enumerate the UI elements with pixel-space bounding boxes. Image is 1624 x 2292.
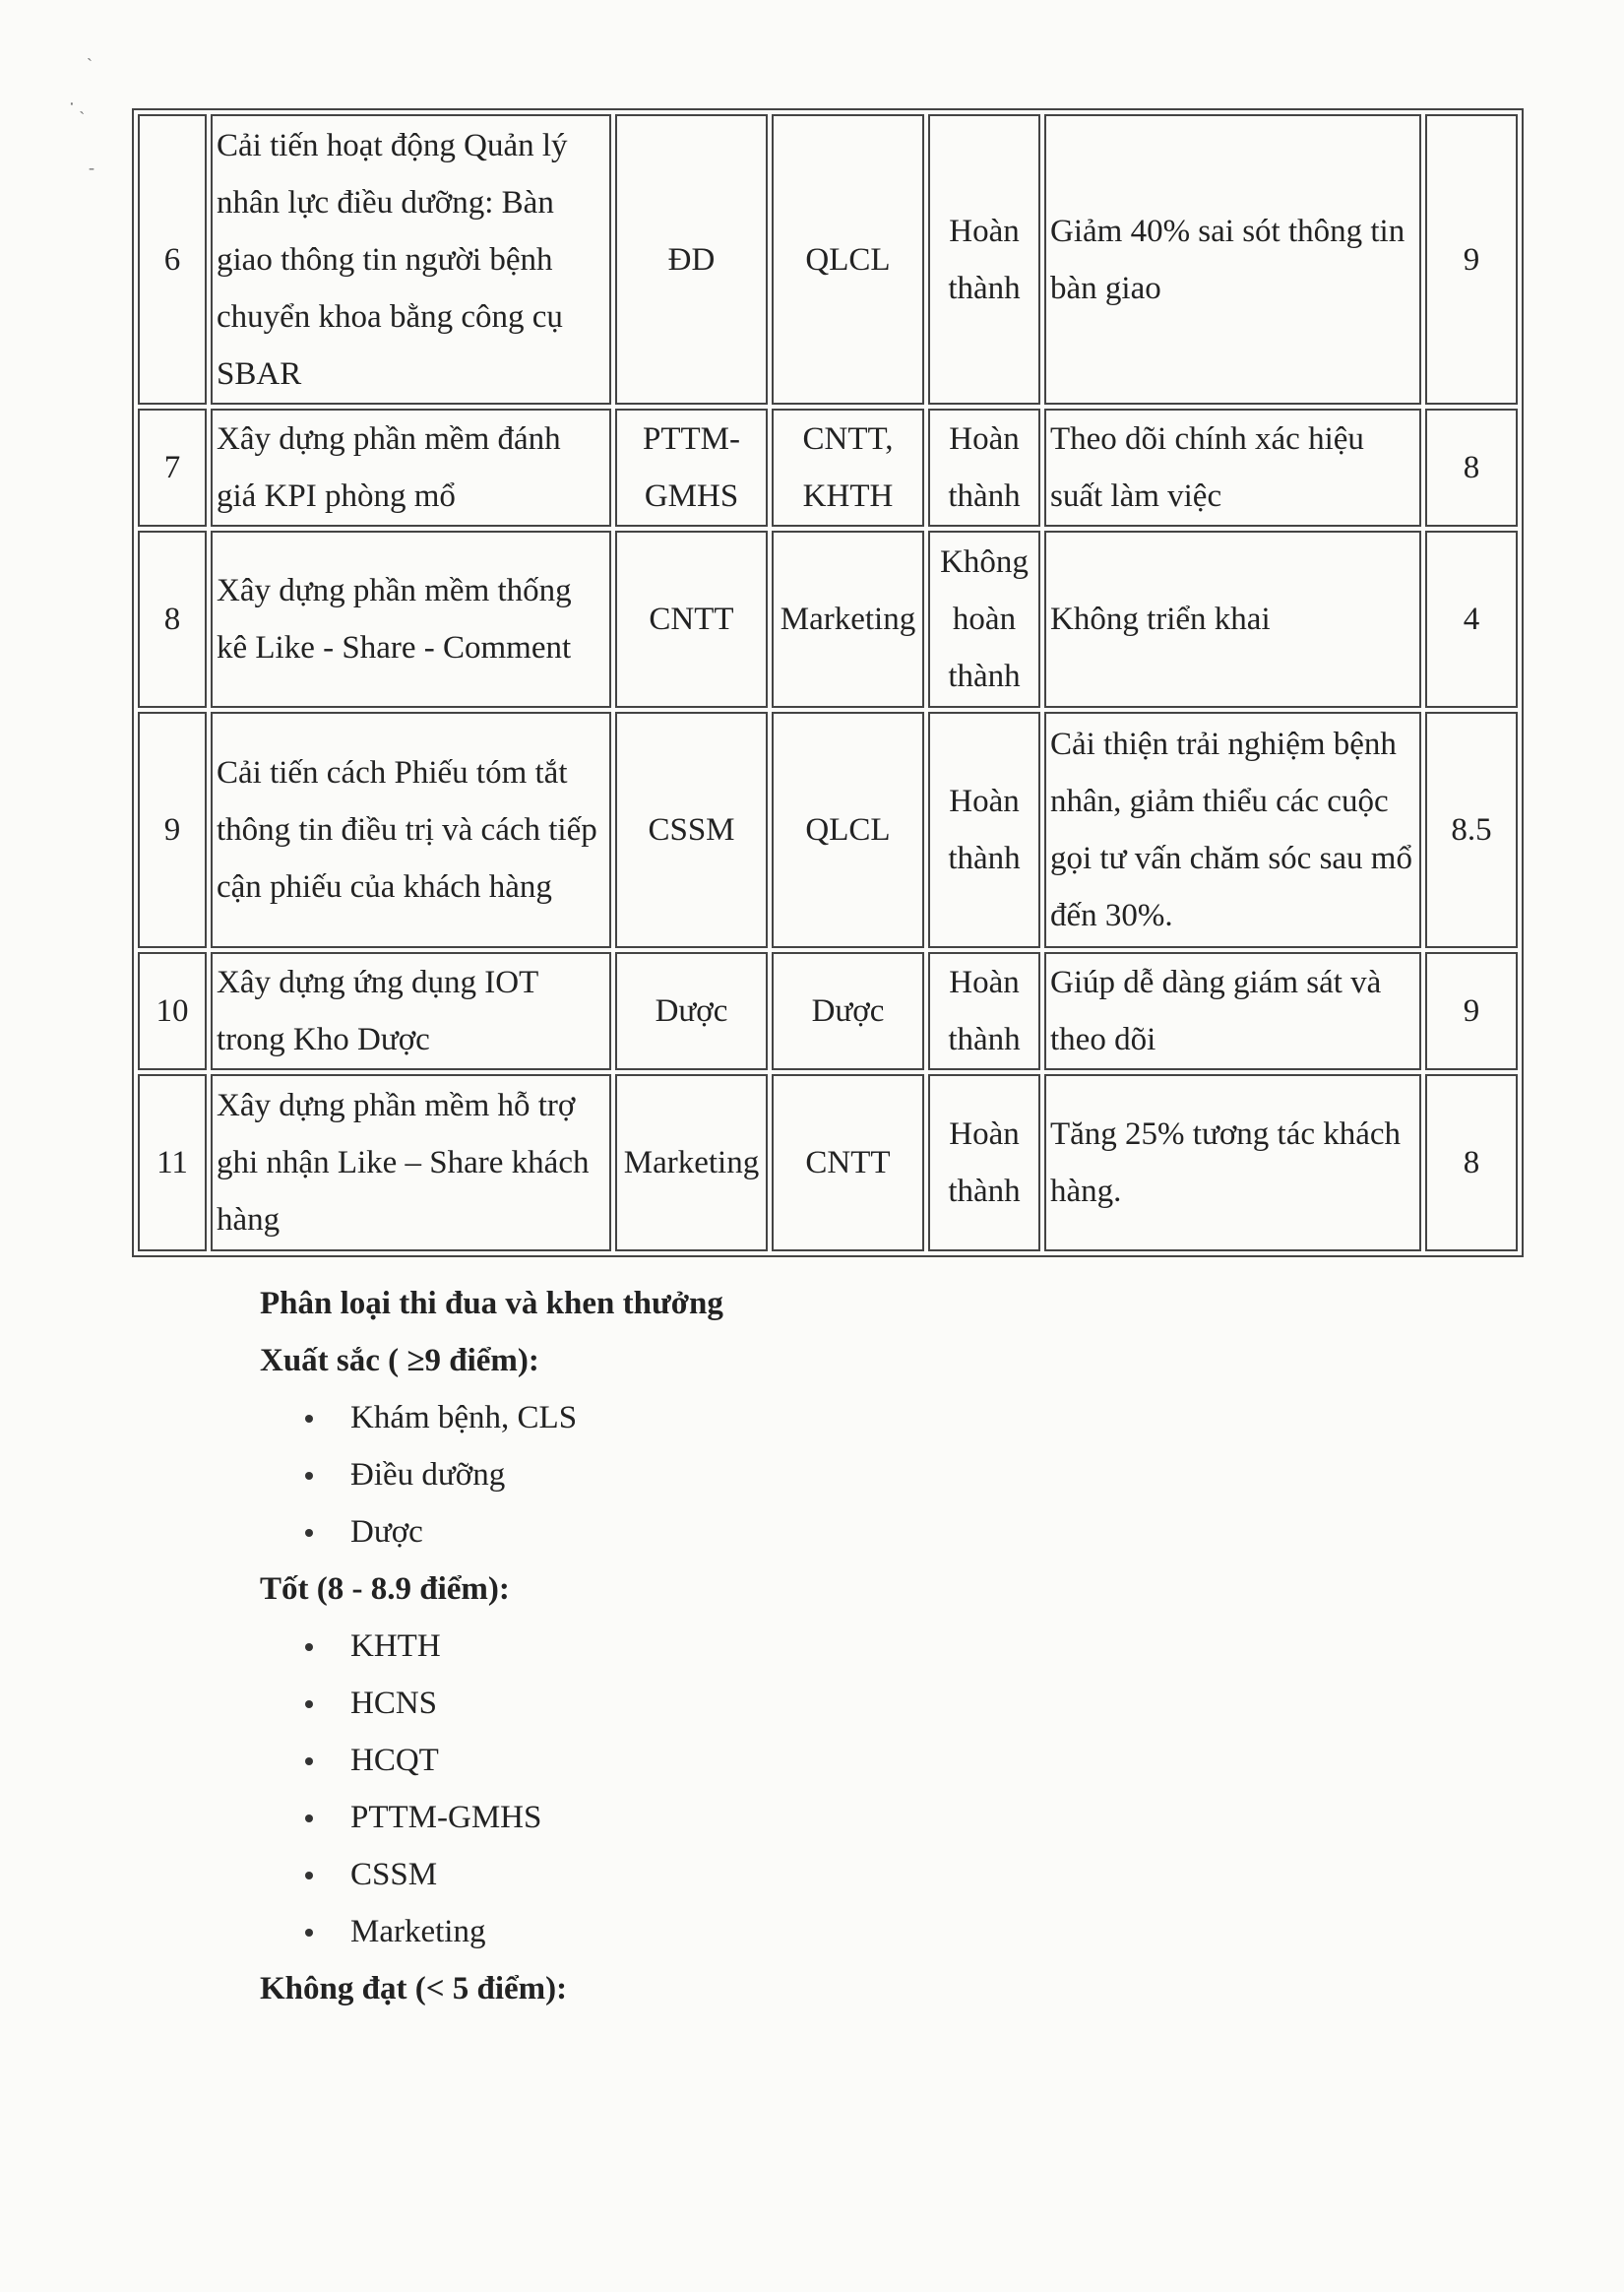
bullet-icon [305, 1872, 313, 1879]
result: Cải thiện trải nghiệm bệnh nhân, giảm thiểu các cuộc gọi tư vấn chăm sóc sau mổ đến 30%. [1044, 712, 1421, 948]
lead-department: CSSM [615, 712, 768, 948]
status: Hoàn thành [928, 712, 1040, 948]
lead-department: Dược [615, 952, 768, 1070]
support-department: CNTT, KHTH [772, 409, 924, 527]
bullet-icon [305, 1529, 313, 1537]
row-number: 9 [138, 712, 207, 948]
bullet-icon [305, 1757, 313, 1765]
score: 9 [1425, 952, 1518, 1070]
status: Hoàn thành [928, 1074, 1040, 1251]
table-row [138, 1074, 1518, 1251]
score: 8 [1425, 1074, 1518, 1251]
score: 8 [1425, 409, 1518, 527]
status: Không hoàn thành [928, 531, 1040, 708]
list-item-label: CSSM [350, 1857, 438, 1892]
status: Hoàn thành [928, 952, 1040, 1070]
list-item-label: Khám bệnh, CLS [350, 1400, 578, 1435]
list-item-label: Điều dưỡng [350, 1457, 506, 1493]
list-item-label: HCNS [350, 1686, 438, 1721]
support-department: CNTT [772, 1074, 924, 1251]
row-number: 10 [138, 952, 207, 1070]
support-department: QLCL [772, 114, 924, 405]
lead-department: ĐD [615, 114, 768, 405]
bullet-icon [305, 1700, 313, 1708]
support-department: Dược [772, 952, 924, 1070]
list-item [260, 1903, 723, 1960]
list-item [260, 1732, 723, 1789]
score: 4 [1425, 531, 1518, 708]
support-department: Marketing [772, 531, 924, 708]
status: Hoàn thành [928, 409, 1040, 527]
score: 8.5 [1425, 712, 1518, 948]
bullet-icon [305, 1415, 313, 1423]
bullet-icon [305, 1929, 313, 1937]
result: Giúp dễ dàng giám sát và theo dõi [1044, 952, 1421, 1070]
bullet-icon [305, 1472, 313, 1480]
bullet-icon [305, 1643, 313, 1651]
classification-title: Phân loại thi đua và khen thưởng [260, 1286, 723, 1321]
table-row [138, 712, 1518, 948]
row-number: 8 [138, 531, 207, 708]
list-item [260, 1446, 723, 1503]
table-row [138, 409, 1518, 527]
lead-department: CNTT [615, 531, 768, 708]
list-item [260, 1789, 723, 1846]
table-body [138, 114, 1518, 1251]
scan-speck: ‧ ˎ [69, 95, 86, 114]
list-item-label: PTTM-GMHS [350, 1800, 542, 1835]
result: Theo dõi chính xác hiệu suất làm việc [1044, 409, 1421, 527]
initiative-name: Cải tiến hoạt động Quản lý nhân lực điều dưỡng: Bàn giao thông tin người bệnh chuyển khoa bằng công cụ SBAR [211, 114, 611, 405]
row-number: 7 [138, 409, 207, 527]
good-heading: Tốt (8 - 8.9 điểm): [260, 1571, 510, 1607]
initiative-name: Xây dựng phần mềm hỗ trợ ghi nhận Like – Share khách hàng [211, 1074, 611, 1251]
list-item-label: Marketing [350, 1914, 486, 1949]
excellent-list [260, 1389, 723, 1560]
initiative-name: Xây dựng ứng dụng IOT trong Kho Dược [211, 952, 611, 1070]
scan-speck: ˋ [87, 55, 93, 75]
list-item [260, 1846, 723, 1903]
row-number: 11 [138, 1074, 207, 1251]
result: Giảm 40% sai sót thông tin bàn giao [1044, 114, 1421, 405]
row-number: 6 [138, 114, 207, 405]
list-item [260, 1618, 723, 1675]
table-row [138, 952, 1518, 1070]
list-item [260, 1503, 723, 1560]
table-row [138, 531, 1518, 708]
score: 9 [1425, 114, 1518, 405]
excellent-heading: Xuất sắc ( ≥9 điểm): [260, 1343, 539, 1378]
list-item-label: Dược [350, 1514, 423, 1550]
support-department: QLCL [772, 712, 924, 948]
initiative-name: Xây dựng phần mềm thống kê Like - Share - Comment [211, 531, 611, 708]
table-row [138, 114, 1518, 405]
initiative-name: Cải tiến cách Phiếu tóm tắt thông tin điều trị và cách tiếp cận phiếu của khách hàng [211, 712, 611, 948]
list-item [260, 1675, 723, 1732]
result: Không triển khai [1044, 531, 1421, 708]
scan-speck: - [89, 158, 94, 177]
classification-section [260, 1275, 723, 2017]
good-list [260, 1618, 723, 1960]
fail-heading: Không đạt (< 5 điểm): [260, 1971, 568, 2006]
lead-department: Marketing [615, 1074, 768, 1251]
list-item-label: HCQT [350, 1743, 439, 1778]
status: Hoàn thành [928, 114, 1040, 405]
list-item [260, 1389, 723, 1446]
initiatives-table [132, 108, 1524, 1257]
list-item-label: KHTH [350, 1628, 441, 1664]
initiative-name: Xây dựng phần mềm đánh giá KPI phòng mổ [211, 409, 611, 527]
lead-department: PTTM-GMHS [615, 409, 768, 527]
result: Tăng 25% tương tác khách hàng. [1044, 1074, 1421, 1251]
bullet-icon [305, 1814, 313, 1822]
